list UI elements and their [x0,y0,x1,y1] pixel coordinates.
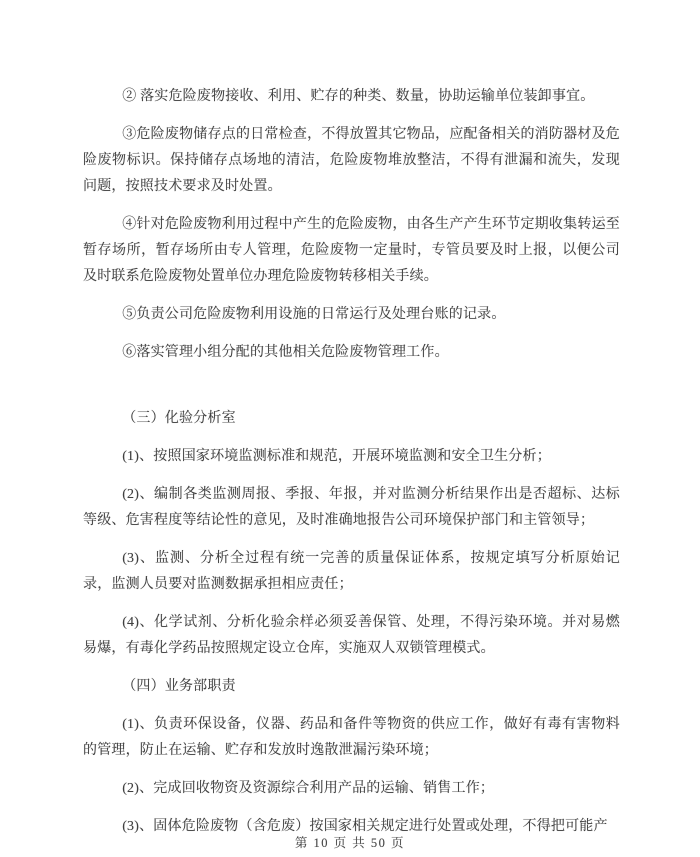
paragraph: ④针对危险废物利用过程中产生的危险废物，由各生产产生环节定期收集转运至暂存场所，暂存场所由专人管理，危险废物一定量时，专管员要及时上报，以便公司及时联系危险废物处置单位办理危险废物转移相关手续。 [83,217,620,284]
section-heading: （四）业务部职责 [122,679,236,694]
list-item: (2)、编制各类监测周报、季报、年报，并对监测分析结果作出是否超标、达标等级、危害程度等结论性的意见，及时准确地报告公司环境保护部门和主管领导； [83,487,620,528]
paragraph: ⑥落实管理小组分配的其他相关危险废物管理工作。 [122,345,449,360]
page-number-footer: 第 10 页 共 50 页 [294,836,406,850]
list-item: (1)、按照国家环境监测标准和规范，开展环境监测和安全卫生分析； [122,449,551,464]
document-body [83,84,620,840]
paragraph: ② 落实危险废物接收、利用、贮存的种类、数量，协助运输单位装卸事宜。 [122,89,595,104]
list-item: (3)、监测、分析全过程有统一完善的质量保证体系，按规定填写分析原始记录，监测人员要对监测数据承担相应责任； [83,551,620,592]
list-item: (1)、负责环保设备，仪器、药品和备件等物资的供应工作，做好有毒有害物料的管理，防止在运输、贮存和发放时逸散泄漏污染环境； [83,717,620,758]
paragraph: ⑤负责公司危险废物利用设施的日常运行及处理台账的记录。 [122,307,506,322]
paragraph: ③危险废物储存点的日常检查，不得放置其它物品，应配备相关的消防器材及危险废物标识。保持储存点场地的清洁，危险废物堆放整洁，不得有泄漏和流失，发现问题，按照技术要求及时处置。 [83,127,620,194]
list-item: (3)、固体危险废物（含危废）按国家相关规定进行处置或处理，不得把可能产 [122,819,608,834]
list-item: (4)、化学试剂、分析化验余样必须妥善保管、处理，不得污染环境。并对易燃易爆，有毒化学药品按照规定设立仓库，实施双人双锁管理模式。 [83,615,620,656]
section-heading: （三）化验分析室 [122,411,236,426]
list-item: (2)、完成回收物资及资源综合利用产品的运输、销售工作； [122,781,495,796]
